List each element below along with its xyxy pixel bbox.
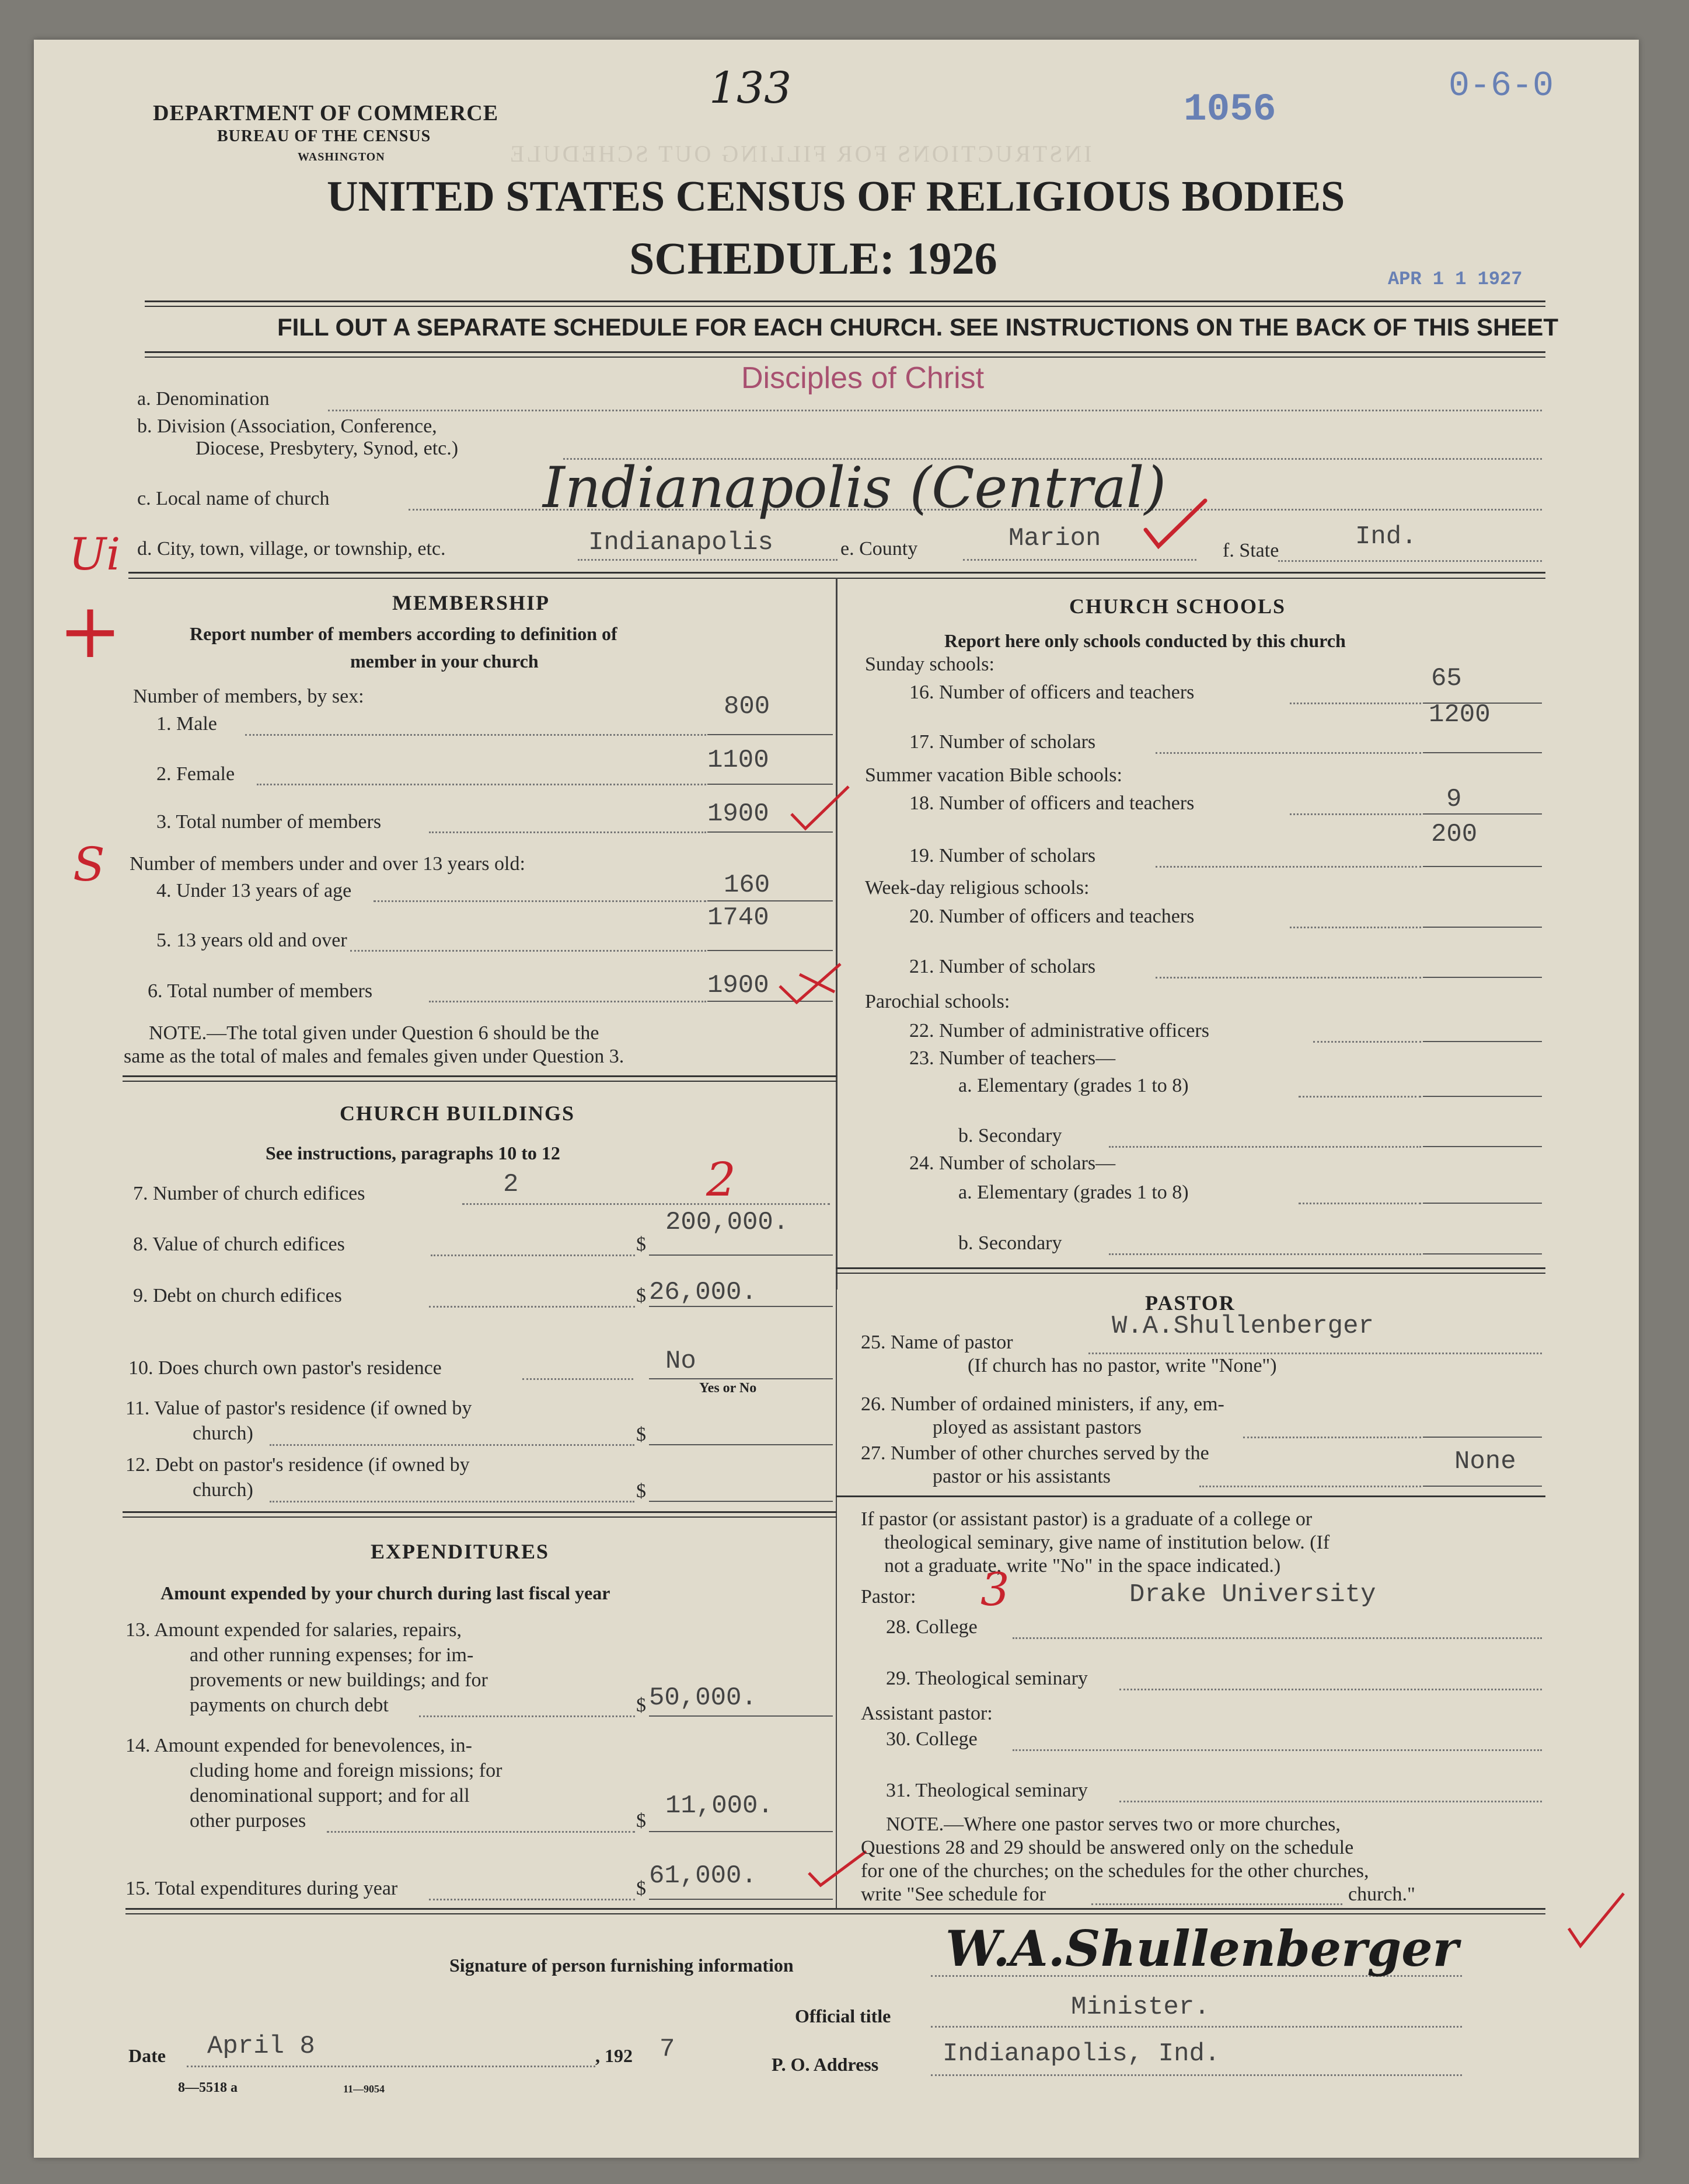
q19-answer-line <box>1423 866 1542 867</box>
q23-label: 23. Number of teachers— <box>909 1047 1116 1069</box>
received-date-stamp: APR 1 1 1927 <box>1388 268 1523 290</box>
q1-label: 1. Male <box>156 713 217 735</box>
header-rule-top2 <box>145 306 1545 307</box>
q8-field[interactable]: 200,000. <box>665 1208 789 1237</box>
q7-typed: 2 <box>503 1170 519 1199</box>
q22-field[interactable] <box>1423 1041 1542 1042</box>
q25-label: 25. Name of pastor <box>861 1332 1013 1353</box>
q10-answer-line <box>649 1378 833 1379</box>
q9-field[interactable]: 26,000. <box>649 1278 757 1307</box>
date-label: Date <box>128 2045 166 2066</box>
q24-label: 24. Number of scholars— <box>909 1152 1116 1174</box>
state-field[interactable]: Ind. <box>1355 522 1417 551</box>
q4-answer-line <box>707 900 833 901</box>
q15-answer-line <box>649 1899 833 1900</box>
q5-answer-line <box>707 950 833 951</box>
denomination-label: a. Denomination <box>137 388 270 410</box>
q23b-field[interactable] <box>1423 1146 1542 1147</box>
buildings-rule2 <box>123 1516 837 1518</box>
column-divider <box>836 578 837 1290</box>
department-label: DEPARTMENT OF COMMERCE <box>153 101 499 125</box>
q2-field[interactable]: 1100 <box>707 746 769 775</box>
q30-line[interactable] <box>1013 1749 1542 1751</box>
address-label: P. O. Address <box>772 2054 879 2075</box>
state-label: f. State <box>1223 540 1279 561</box>
year-field[interactable]: 7 <box>659 2035 675 2064</box>
q24b-field[interactable] <box>1423 1253 1542 1255</box>
pastor-heading: PASTOR <box>1145 1291 1236 1315</box>
yes-no-hint: Yes or No <box>699 1381 757 1396</box>
q18-answer-line <box>1423 813 1542 815</box>
form-title: UNITED STATES CENSUS OF RELIGIOUS BODIES <box>327 173 1345 221</box>
q10-field[interactable]: No <box>665 1347 696 1376</box>
q11-line <box>270 1444 634 1446</box>
membership-note-1: NOTE.—The total given under Question 6 should be the <box>149 1022 599 1044</box>
q13-label-3: provements or new buildings; and for <box>190 1669 488 1691</box>
city-field[interactable]: Indianapolis <box>588 528 773 557</box>
q1-line <box>245 734 706 736</box>
q17-line <box>1156 752 1421 754</box>
q3-field[interactable]: 1900 <box>707 799 769 829</box>
q13-label-4: payments on church debt <box>190 1694 389 1716</box>
q27-line <box>1199 1486 1421 1487</box>
margin-mark-u: Ui <box>69 528 121 580</box>
local-name-label: c. Local name of church <box>137 488 330 509</box>
schools-rule2 <box>836 1273 1545 1274</box>
year-prefix: , 192 <box>595 2045 633 2066</box>
buildings-rule <box>123 1511 837 1513</box>
q15-label: 15. Total expenditures during year <box>125 1878 398 1899</box>
pastor-rule <box>836 1495 1545 1497</box>
pastor-red-mark: 3 <box>980 1564 1010 1616</box>
membership-rule <box>123 1075 837 1077</box>
division-label-1: b. Division (Association, Conference, <box>137 415 437 437</box>
q12-dollar: $ <box>636 1480 646 1502</box>
buildings-sub: See instructions, paragraphs 10 to 12 <box>266 1142 560 1163</box>
q24b-line <box>1109 1253 1421 1255</box>
q14-answer-line <box>649 1831 833 1832</box>
pastor-note-4: write "See schedule for <box>861 1884 1046 1905</box>
membership-sub-2: member in your church <box>350 651 539 672</box>
signature-field[interactable]: W.A.Shullenberger <box>945 1920 1458 1977</box>
q25-line <box>1088 1353 1542 1354</box>
city-line <box>578 559 837 561</box>
expenditures-sub: Amount expended by your church during last fiscal year <box>160 1582 610 1603</box>
q26-label-2: ployed as assistant pastors <box>933 1417 1142 1438</box>
q13-field[interactable]: 50,000. <box>649 1683 757 1713</box>
q25-field[interactable]: W.A.Shullenberger <box>1112 1312 1374 1341</box>
q3-label: 3. Total number of members <box>156 811 382 833</box>
footer-rule <box>125 1908 1545 1910</box>
q4-label: 4. Under 13 years of age <box>156 880 352 901</box>
county-field[interactable]: Marion <box>1008 524 1101 553</box>
official-title-field[interactable]: Minister. <box>1071 1993 1210 2022</box>
q2-label: 2. Female <box>156 763 235 785</box>
section-rule <box>128 572 1545 574</box>
q15-field[interactable]: 61,000. <box>649 1861 757 1891</box>
county-line <box>963 559 1196 561</box>
q31-line[interactable] <box>1119 1801 1542 1802</box>
q8-label: 8. Value of church edifices <box>133 1233 345 1255</box>
city-label: d. City, town, village, or township, etc. <box>137 538 446 560</box>
q5-line <box>350 950 706 952</box>
margin-mark-plus: + <box>58 586 122 675</box>
q24a-label: a. Elementary (grades 1 to 8) <box>958 1182 1189 1203</box>
q25-note: (If church has no pastor, write "None") <box>968 1355 1277 1376</box>
q23b-label: b. Secondary <box>958 1125 1062 1147</box>
header-rule-top <box>145 300 1545 302</box>
buildings-heading: CHURCH BUILDINGS <box>340 1102 575 1125</box>
q24a-line <box>1299 1203 1421 1204</box>
q14-field[interactable]: 11,000. <box>665 1791 773 1820</box>
address-field[interactable]: Indianapolis, Ind. <box>943 2039 1220 2068</box>
q23a-line <box>1299 1096 1421 1098</box>
q17-answer-line <box>1423 752 1542 753</box>
denomination-field[interactable]: Disciples of Christ <box>741 361 985 395</box>
q6-line <box>429 1001 706 1002</box>
q12-line <box>270 1501 634 1502</box>
official-title-line <box>931 2026 1462 2028</box>
q9-line <box>429 1306 635 1308</box>
q14-label-3: denominational support; and for all <box>190 1785 470 1806</box>
q9-dollar: $ <box>636 1285 646 1306</box>
q27-answer-line <box>1423 1486 1542 1487</box>
q13-label-2: and other running expenses; for im- <box>190 1644 474 1666</box>
q19-label: 19. Number of scholars <box>909 845 1096 866</box>
q27-field[interactable]: None <box>1454 1447 1516 1476</box>
pastor-note-5: church." <box>1348 1884 1415 1905</box>
schools-sub: Report here only schools conducted by this church <box>944 630 1346 651</box>
q30-label: 30. College <box>886 1728 978 1750</box>
instruction-banner: FILL OUT A SEPARATE SCHEDULE FOR EACH CHURCH. SEE INSTRUCTIONS ON THE BACK OF THIS SHEET <box>277 313 1558 341</box>
q8-answer-line <box>649 1255 833 1256</box>
membership-rule2 <box>123 1081 837 1082</box>
q16-field[interactable]: 65 <box>1431 664 1462 693</box>
schedule-title: SCHEDULE: 1926 <box>629 233 997 284</box>
q7-line <box>462 1203 830 1205</box>
q1-field[interactable]: 800 <box>724 692 770 721</box>
form-number: 8—5518 a <box>178 2080 238 2095</box>
q14-label-2: cluding home and foreign missions; for <box>190 1760 502 1781</box>
q28-label: 28. College <box>886 1616 978 1638</box>
q23a-field[interactable] <box>1423 1096 1542 1097</box>
q11-label-2: church) <box>193 1423 253 1444</box>
q29-line[interactable] <box>1119 1689 1542 1690</box>
q15-dollar: $ <box>636 1878 646 1899</box>
signature-label: Signature of person furnishing information <box>449 1955 794 1976</box>
q23a-label: a. Elementary (grades 1 to 8) <box>958 1075 1189 1096</box>
header-rule-bottom <box>145 351 1545 353</box>
graduate-note-2: theological seminary, give name of institution below. (If <box>884 1532 1330 1553</box>
q18-label: 18. Number of officers and teachers <box>909 792 1195 814</box>
official-title-label: Official title <box>795 2005 891 2026</box>
schools-heading: CHURCH SCHOOLS <box>1069 595 1286 618</box>
q20-label: 20. Number of officers and teachers <box>909 906 1195 927</box>
print-number: 11—9054 <box>343 2083 385 2095</box>
bleed-through-heading: INSTRUCTIONS FOR FILLING OUT SCHEDULE <box>508 141 1092 167</box>
q29-label: 29. Theological seminary <box>886 1668 1088 1689</box>
q13-line <box>419 1715 635 1717</box>
q12-label-1: 12. Debt on pastor's residence (if owned by <box>125 1454 470 1476</box>
pastor-note-blank[interactable] <box>1091 1903 1342 1905</box>
q15-line <box>429 1899 635 1900</box>
q17-field[interactable]: 1200 <box>1429 700 1491 729</box>
graduate-note-1: If pastor (or assistant pastor) is a graduate of a college or <box>861 1508 1313 1530</box>
margin-mark-s: S <box>73 837 105 892</box>
weekday-schools-label: Week-day religious schools: <box>865 877 1090 899</box>
q10-label: 10. Does church own pastor's residence <box>128 1357 442 1379</box>
division-label-2: Diocese, Presbytery, Synod, etc.) <box>196 438 459 459</box>
q7-field[interactable]: 2 <box>706 1152 736 1207</box>
q6-label: 6. Total number of members <box>148 980 373 1002</box>
date-line <box>187 2066 595 2067</box>
q16-line <box>1290 703 1421 704</box>
q14-line <box>327 1831 635 1833</box>
handwritten-number: 133 <box>709 63 792 113</box>
assistant-pastor-sublabel: Assistant pastor: <box>861 1703 993 1724</box>
q21-line <box>1156 977 1421 979</box>
parochial-schools-label: Parochial schools: <box>865 991 1010 1012</box>
q26-field[interactable] <box>1423 1437 1542 1438</box>
q21-field[interactable] <box>1423 977 1542 978</box>
q4-line <box>374 900 706 902</box>
q21-label: 21. Number of scholars <box>909 956 1096 977</box>
q12-field[interactable] <box>649 1501 833 1502</box>
q20-line <box>1290 927 1421 928</box>
q28-field[interactable]: Drake University <box>1129 1580 1376 1609</box>
local-name-field[interactable]: Indianapolis (Central) <box>543 455 1167 520</box>
schools-rule <box>836 1267 1545 1269</box>
q22-label: 22. Number of administrative officers <box>909 1020 1209 1042</box>
q27-label-1: 27. Number of other churches served by the <box>861 1442 1209 1464</box>
q17-label: 17. Number of scholars <box>909 731 1096 753</box>
pastor-note-3: for one of the churches; on the schedules for the other churches, <box>861 1860 1369 1882</box>
date-field[interactable]: April 8 <box>207 2032 315 2061</box>
bureau-label: BUREAU OF THE CENSUS <box>217 127 431 145</box>
q16-label: 16. Number of officers and teachers <box>909 682 1195 703</box>
pastor-note-2: Questions 28 and 29 should be answered only on the schedule <box>861 1837 1354 1858</box>
graduate-note-3: not a graduate, write "No" in the space indicated.) <box>884 1555 1281 1577</box>
summer-schools-label: Summer vacation Bible schools: <box>865 764 1122 786</box>
stamp-number: 1056 <box>1184 88 1276 131</box>
q24a-field[interactable] <box>1423 1203 1542 1204</box>
membership-heading: MEMBERSHIP <box>392 591 550 614</box>
pastor-note-1: NOTE.—Where one pastor serves two or more churches, <box>886 1813 1341 1835</box>
pastor-sublabel: Pastor: <box>861 1586 916 1608</box>
checkmark-icon <box>1564 1888 1628 1952</box>
q5-field[interactable]: 1740 <box>707 903 769 932</box>
q14-label-4: other purposes <box>190 1810 306 1832</box>
q14-label-1: 14. Amount expended for benevolences, in- <box>125 1735 472 1756</box>
q13-dollar: $ <box>636 1694 646 1716</box>
q26-label-1: 26. Number of ordained ministers, if any, em- <box>861 1393 1224 1415</box>
q13-answer-line <box>649 1715 833 1717</box>
q14-dollar: $ <box>636 1810 646 1832</box>
q5-label: 5. 13 years old and over <box>156 929 347 951</box>
q23b-line <box>1109 1146 1421 1148</box>
expenditures-heading: EXPENDITURES <box>371 1540 550 1563</box>
q1-answer-line <box>707 734 833 735</box>
q27-label-2: pastor or his assistants <box>933 1466 1111 1487</box>
age-heading: Number of members under and over 13 years old: <box>130 853 525 875</box>
membership-note-2: same as the total of males and females given under Question 3. <box>124 1046 624 1067</box>
state-line <box>1278 560 1542 562</box>
q31-label: 31. Theological seminary <box>886 1780 1088 1801</box>
footer-rule2 <box>125 1913 1545 1914</box>
q11-dollar: $ <box>636 1424 646 1445</box>
denomination-line <box>328 410 1542 411</box>
q4-field[interactable]: 160 <box>724 871 770 900</box>
q8-line <box>431 1255 635 1256</box>
q11-label-1: 11. Value of pastor's residence (if owned by <box>125 1397 472 1419</box>
q12-label-2: church) <box>193 1479 253 1501</box>
q6-field[interactable]: 1900 <box>707 971 769 1000</box>
washington-label: WASHINGTON <box>298 151 385 163</box>
corner-code: 0-6-0 <box>1449 67 1554 106</box>
address-line <box>931 2074 1462 2076</box>
sunday-schools-label: Sunday schools: <box>865 654 994 675</box>
q3-line <box>429 831 706 833</box>
q18-field[interactable]: 9 <box>1446 785 1462 814</box>
members-by-sex-label: Number of members, by sex: <box>133 686 364 707</box>
checkmark-icon <box>1141 495 1211 553</box>
q28-line <box>1013 1637 1542 1639</box>
q2-line <box>257 784 706 785</box>
checkmark-icon <box>776 957 846 1009</box>
q10-line <box>522 1378 633 1380</box>
q19-field[interactable]: 200 <box>1431 820 1478 849</box>
q22-line <box>1313 1041 1421 1043</box>
q20-field[interactable] <box>1423 927 1542 928</box>
q11-field[interactable] <box>649 1444 833 1445</box>
checkmark-icon <box>805 1847 870 1891</box>
county-label: e. County <box>840 538 918 560</box>
q26-line <box>1243 1437 1421 1438</box>
q24b-label: b. Secondary <box>958 1232 1062 1254</box>
membership-sub-1: Report number of members according to definition of <box>190 623 617 644</box>
q18-line <box>1290 813 1421 815</box>
q8-dollar: $ <box>636 1233 646 1255</box>
q19-line <box>1156 866 1421 868</box>
header-rule-bottom2 <box>145 357 1545 358</box>
column-divider-lower <box>836 1278 837 1908</box>
q7-label: 7. Number of church edifices <box>133 1183 365 1204</box>
q9-label: 9. Debt on church edifices <box>133 1285 342 1306</box>
q13-label-1: 13. Amount expended for salaries, repairs, <box>125 1619 462 1641</box>
checkmark-icon <box>788 782 852 834</box>
